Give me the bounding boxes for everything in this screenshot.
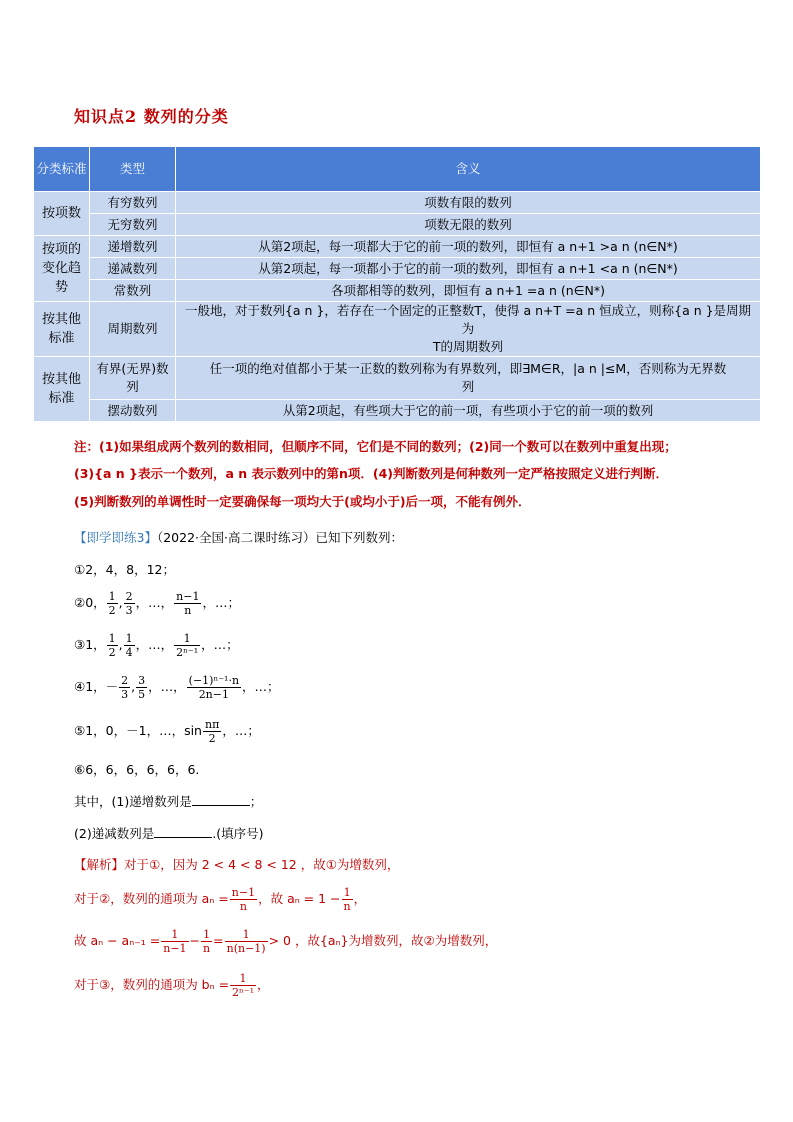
solution-line-4 bbox=[74, 972, 270, 999]
seq-text: ④1，－ bbox=[74, 679, 119, 694]
meaning-cell: 从第2项起，有些项大于它的前一项，有些项小于它的前一项的数列 bbox=[176, 400, 761, 422]
frac-den: 4 bbox=[125, 646, 133, 659]
seq-text: ，…， bbox=[135, 595, 174, 610]
solution-line-1 bbox=[74, 855, 399, 873]
fraction bbox=[124, 632, 135, 659]
type-cell: 无穷数列 bbox=[90, 214, 176, 236]
type-cell: 周期数列 bbox=[90, 302, 176, 357]
header-standard: 分类标准 bbox=[34, 147, 90, 192]
frac-den: 3 bbox=[121, 688, 129, 701]
fraction bbox=[174, 590, 201, 617]
fraction bbox=[201, 928, 212, 955]
solution-line-3 bbox=[74, 928, 497, 955]
table-row bbox=[34, 192, 761, 214]
meaning-line: 任一项的绝对值都小于某一正数的数列称为有界数列，即∃M∈R，|a n |≤M，否则称为无界数 bbox=[209, 361, 727, 376]
answer-blank bbox=[192, 793, 250, 806]
sequence-2: ②0， $\frac{1}{2}$ , $\frac{2}{3}$ ，…， $\frac{n-1}{n}$ ，…； bbox=[74, 590, 240, 617]
question-1 bbox=[74, 792, 262, 810]
frac-num: n−1 bbox=[231, 886, 256, 899]
seq-text: ⑤1，0，－1，…，sin bbox=[74, 723, 202, 738]
frac-num: 1 bbox=[161, 928, 188, 942]
frac-den: n bbox=[343, 900, 351, 913]
sequence-3: ③1， $\frac{1}{2}$ , $\frac{1}{4}$ ，…， $\frac{1}{\text{2ⁿ⁻¹}}$ ，…； bbox=[74, 632, 239, 659]
frac-den: 5 bbox=[138, 688, 146, 701]
header-meaning: 含义 bbox=[176, 147, 761, 192]
frac-num: 1 bbox=[174, 632, 200, 646]
solution-line-2 bbox=[74, 886, 366, 913]
solution-text: = bbox=[213, 933, 224, 948]
meaning-line: T的周期数列 bbox=[432, 339, 504, 354]
header-type: 类型 bbox=[90, 147, 176, 192]
table-row bbox=[34, 258, 761, 280]
frac-num: 2 bbox=[121, 674, 129, 687]
solution-text: ， bbox=[257, 977, 270, 992]
table-row bbox=[34, 280, 761, 302]
note-line: (3){a n }表示一个数列，a n 表示数列中的第n项．(4)判断数列是何种数列一定严格按照定义进行判断． bbox=[74, 466, 669, 481]
solution-text: > 0 ，故{aₙ}为增数列，故②为增数列， bbox=[268, 933, 498, 948]
note-line: (5)判断数列的单调性时一定要确保每一项均大于(或均小于)后一项，不能有例外． bbox=[74, 494, 531, 509]
answer-blank bbox=[154, 825, 212, 838]
frac-den: 2n−1 bbox=[198, 688, 229, 701]
category-cell: 按其他标准 bbox=[34, 302, 90, 357]
fraction bbox=[136, 674, 147, 701]
meaning-cell bbox=[176, 357, 761, 400]
frac-num: 1 bbox=[342, 886, 353, 900]
fraction bbox=[107, 590, 118, 617]
solution-text: 对于③，数列的通项为 bₙ = bbox=[74, 977, 230, 992]
seq-text: ③1， bbox=[74, 637, 106, 652]
question-text: ； bbox=[249, 794, 263, 809]
question-text: 其中，(1)递增数列是 bbox=[74, 794, 192, 809]
table-row bbox=[34, 236, 761, 258]
table-row bbox=[34, 214, 761, 236]
meaning-cell: 项数有限的数列 bbox=[176, 192, 761, 214]
frac-num: 1 bbox=[125, 632, 133, 645]
frac-num: 2 bbox=[125, 590, 133, 603]
question-2 bbox=[74, 824, 263, 842]
fraction bbox=[187, 674, 241, 701]
exercise-label: 【即学即练3】 bbox=[74, 530, 157, 545]
exercise-source: （2022·全国·高二课时练习）已知下列数列： bbox=[156, 530, 403, 545]
fraction bbox=[203, 718, 221, 745]
sequence-4: ④1，－ $\frac{2}{3}$ , $\frac{3}{5}$ ，…， $\frac{\text{(−1)ⁿ⁻¹·n}}{2n-1}$ ，…； bbox=[74, 674, 280, 701]
exercise-header bbox=[74, 528, 403, 546]
sequence-5 bbox=[74, 718, 260, 745]
table-header-row bbox=[34, 147, 761, 192]
fraction bbox=[230, 972, 256, 999]
meaning-cell: 从第2项起，每一项都小于它的前一项的数列，即恒有 a n+1 <a n (n∈N*) bbox=[176, 258, 761, 280]
seq-text: ，…， bbox=[148, 679, 186, 694]
fraction bbox=[119, 674, 130, 701]
frac-den: 3 bbox=[125, 604, 133, 617]
category-cell: 按项数 bbox=[34, 192, 90, 236]
table-row bbox=[34, 357, 761, 400]
meaning-cell: 各项都相等的数列，即恒有 a n+1 =a n (n∈N*) bbox=[176, 280, 761, 302]
frac-num: 1 bbox=[225, 928, 268, 942]
meaning-cell: 从第2项起，每一项都大于它的前一项的数列，即恒有 a n+1 >a n (n∈N*) bbox=[176, 236, 761, 258]
category-cell: 按其他标准 bbox=[34, 357, 90, 422]
solution-text: 对于①，因为 2 < 4 < 8 < 12 ，故①为增数列， bbox=[124, 857, 400, 872]
meaning-cell bbox=[176, 302, 761, 357]
frac-den: 2 bbox=[208, 732, 216, 745]
frac-num: 1 bbox=[108, 632, 116, 645]
frac-den: n−1 bbox=[163, 942, 187, 955]
fraction bbox=[225, 928, 268, 955]
classification-table bbox=[33, 146, 761, 422]
fraction bbox=[230, 886, 257, 913]
solution-label: 【解析】 bbox=[74, 857, 125, 872]
frac-den: n(n−1) bbox=[226, 942, 266, 955]
type-cell: 常数列 bbox=[90, 280, 176, 302]
fraction bbox=[174, 632, 200, 659]
frac-den: 2ⁿ⁻¹ bbox=[232, 986, 255, 999]
meaning-cell: 项数无限的数列 bbox=[176, 214, 761, 236]
frac-num: n−1 bbox=[176, 590, 200, 603]
seq-text: ，…； bbox=[222, 723, 260, 738]
question-text: (2)递减数列是 bbox=[74, 826, 155, 841]
frac-num: 3 bbox=[138, 674, 146, 687]
type-cell: 递减数列 bbox=[90, 258, 176, 280]
frac-num: 1 bbox=[230, 972, 256, 986]
frac-den: n bbox=[239, 900, 247, 913]
solution-text: 对于②，数列的通项为 aₙ = bbox=[74, 891, 229, 906]
question-text: .(填序号) bbox=[212, 826, 264, 841]
frac-num: 1 bbox=[201, 928, 212, 942]
type-cell: 摆动数列 bbox=[90, 400, 176, 422]
type-cell: 有界(无界)数列 bbox=[90, 357, 176, 400]
type-cell: 递增数列 bbox=[90, 236, 176, 258]
note-line: 注：(1)如果组成两个数列的数相同，但顺序不同，它们是不同的数列；(2)同一个数可以在数列中重复出现； bbox=[74, 439, 677, 454]
solution-text: ，故 aₙ = 1 − bbox=[258, 891, 341, 906]
sequence-1: ①2，4，8，12； bbox=[74, 562, 175, 577]
solution-text: − bbox=[189, 933, 201, 948]
frac-num: 1 bbox=[108, 590, 116, 603]
frac-den: 2ⁿ⁻¹ bbox=[176, 646, 199, 659]
frac-den: n bbox=[184, 604, 192, 617]
seq-text: ②0， bbox=[74, 595, 106, 610]
frac-num: (−1)ⁿ⁻¹·n bbox=[188, 674, 240, 687]
frac-den: n bbox=[203, 942, 211, 955]
type-cell: 有穷数列 bbox=[90, 192, 176, 214]
category-cell: 按项的变化趋势 bbox=[34, 236, 90, 302]
solution-text: 故 aₙ − aₙ₋₁ = bbox=[74, 933, 161, 948]
fraction bbox=[161, 928, 188, 955]
solution-text: ， bbox=[353, 891, 367, 906]
seq-text: ，…； bbox=[201, 637, 239, 652]
fraction bbox=[342, 886, 353, 913]
table-row bbox=[34, 400, 761, 422]
frac-den: 2 bbox=[108, 604, 116, 617]
fraction bbox=[124, 590, 135, 617]
section-title: 知识点2 数列的分类 bbox=[74, 107, 229, 126]
seq-text: ，…； bbox=[242, 679, 280, 694]
frac-num: nπ bbox=[204, 718, 220, 731]
meaning-line: 列 bbox=[461, 379, 475, 394]
seq-text: ，…， bbox=[135, 637, 174, 652]
fraction bbox=[107, 632, 118, 659]
seq-text: ，…； bbox=[202, 595, 240, 610]
meaning-line: 一般地，对于数列{a n }，若存在一个固定的正整数T，使得 a n+T =a n 恒成立，则称{a n }是周期为 bbox=[184, 303, 752, 336]
table-row bbox=[34, 302, 761, 357]
sequence-6: ⑥6，6，6，6，6，6. bbox=[74, 762, 200, 777]
frac-den: 2 bbox=[108, 646, 116, 659]
